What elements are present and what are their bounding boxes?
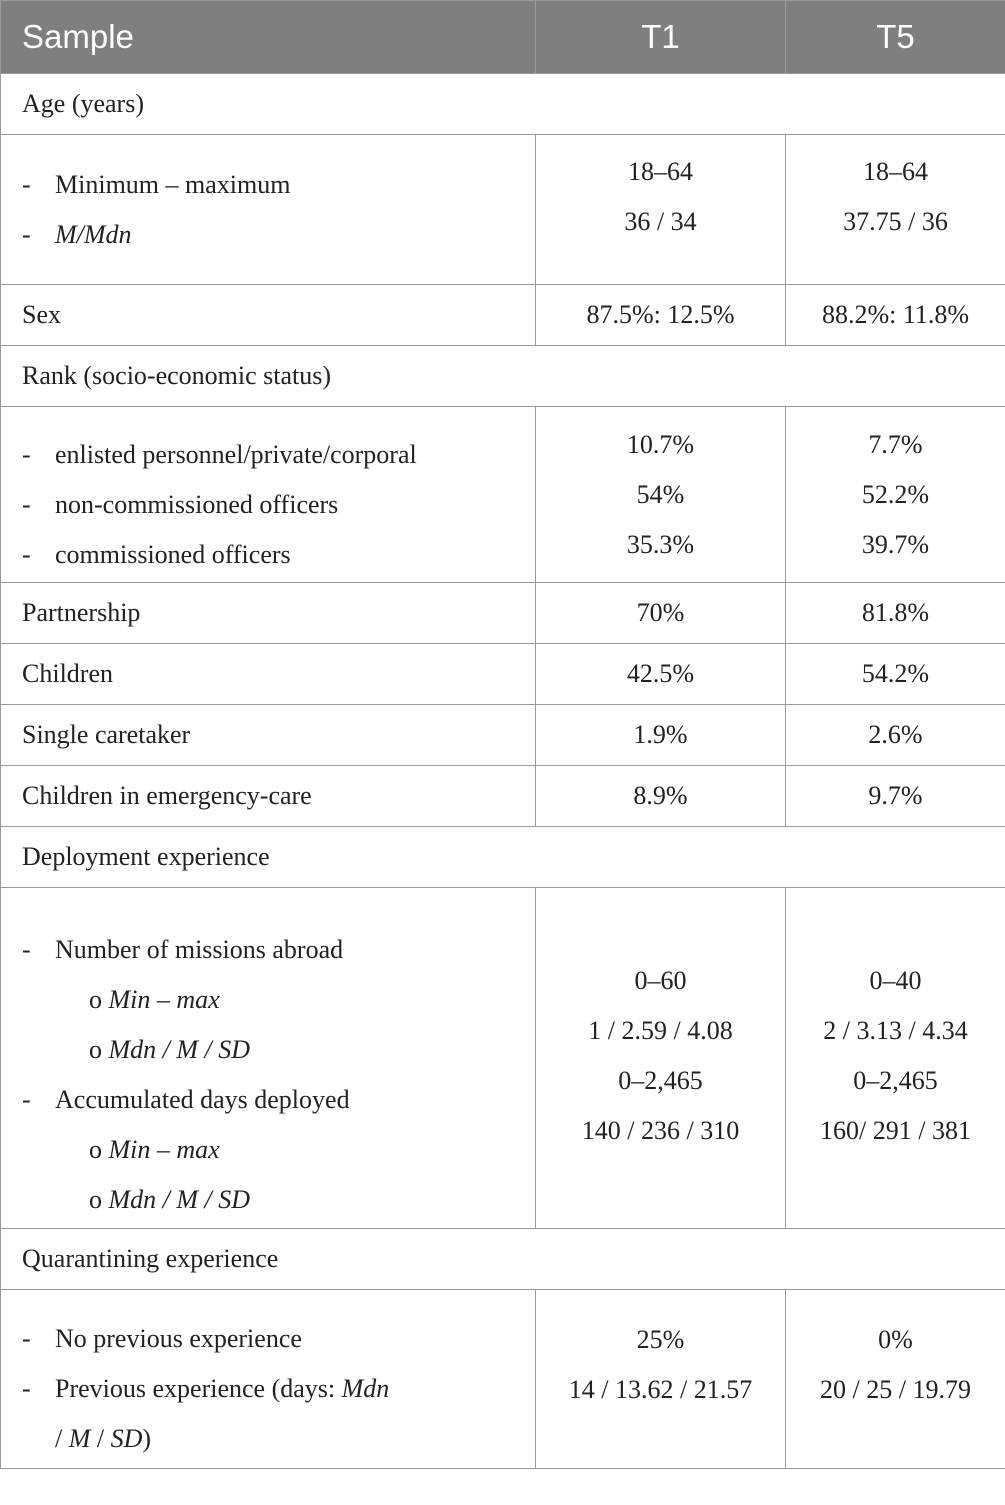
- age-min-max-label: - Minimum – maximum: [22, 169, 291, 199]
- header-row: [1, 1, 1005, 74]
- section-label-quarantine: Quarantining experience: [1, 1229, 1005, 1290]
- deployment-t5-values: 0–40 2 / 3.13 / 4.34 0–2,465 160/ 291 / 381: [786, 888, 1005, 1229]
- table-row-age-details: [1, 135, 1005, 285]
- emergency-care-t5: 9.7%: [786, 766, 1005, 827]
- header-t5: T5: [786, 1, 1005, 74]
- sex-t1: 87.5%: 12.5%: [536, 285, 786, 346]
- table-row-children: [1, 644, 1005, 705]
- days-stats-label: o Mdn / M / SD: [89, 1185, 251, 1214]
- rank-enlisted-label: - enlisted personnel/private/corporal: [22, 440, 417, 469]
- rank-detail-labels: [1, 407, 536, 583]
- age-detail-labels: [1, 135, 536, 285]
- partnership-t5: 81.8%: [786, 583, 1005, 644]
- rank-officers-label: - commissioned officers: [22, 540, 291, 569]
- previous-experience-label-cont: / M / SD): [55, 1424, 152, 1453]
- header-sample: Sample: [1, 1, 536, 74]
- table-row-partnership: [1, 583, 1005, 644]
- quarantine-detail-labels: [1, 1290, 536, 1469]
- age-mean-median-label: - M/Mdn: [22, 219, 132, 249]
- no-previous-experience-label: - No previous experience: [22, 1324, 302, 1353]
- children-t1: 42.5%: [536, 644, 786, 705]
- section-label-deployment: Deployment experience: [1, 827, 1005, 888]
- header-t1: T1: [536, 1, 786, 74]
- sex-label: Sex: [1, 285, 536, 346]
- table-row-rank-details: [1, 407, 1005, 583]
- table-row-emergency-care: [1, 766, 1005, 827]
- rank-t1-values: 10.7% 54% 35.3%: [536, 407, 786, 583]
- section-row-quarantine: [1, 1229, 1005, 1290]
- single-caretaker-t1: 1.9%: [536, 705, 786, 766]
- quarantine-t5-values: 0% 20 / 25 / 19.79: [786, 1290, 1005, 1469]
- single-caretaker-t5: 2.6%: [786, 705, 1005, 766]
- quarantine-t1-values: 25% 14 / 13.62 / 21.57: [536, 1290, 786, 1469]
- age-t5-values: 18–64 37.75 / 36: [786, 135, 1005, 285]
- single-caretaker-label: Single caretaker: [1, 705, 536, 766]
- missions-stats-label: o Mdn / M / SD: [89, 1035, 251, 1064]
- section-label-age: Age (years): [1, 74, 1005, 135]
- emergency-care-t1: 8.9%: [536, 766, 786, 827]
- table-row-deployment-details: [1, 888, 1005, 1229]
- table-row-sex: [1, 285, 1005, 346]
- section-row-deployment: [1, 827, 1005, 888]
- sex-t5: 88.2%: 11.8%: [786, 285, 1005, 346]
- missions-abroad-label: - Number of missions abroad: [22, 935, 344, 964]
- deployment-detail-labels: [1, 888, 536, 1229]
- section-label-rank: Rank (socio-economic status): [1, 346, 1005, 407]
- days-deployed-label: - Accumulated days deployed: [22, 1085, 350, 1114]
- deployment-t1-values: 0–60 1 / 2.59 / 4.08 0–2,465 140 / 236 / 310: [536, 888, 786, 1229]
- children-label: Children: [1, 644, 536, 705]
- children-t5: 54.2%: [786, 644, 1005, 705]
- section-row-age: [1, 74, 1005, 135]
- missions-range-label: o Min – max: [89, 985, 220, 1014]
- partnership-t1: 70%: [536, 583, 786, 644]
- partnership-label: Partnership: [1, 583, 536, 644]
- emergency-care-label: Children in emergency-care: [1, 766, 536, 827]
- section-row-rank: [1, 346, 1005, 407]
- previous-experience-label: - Previous experience (days: Mdn: [22, 1374, 390, 1403]
- age-t1-values: 18–64 36 / 34: [536, 135, 786, 285]
- table-row-quarantine-details: [1, 1290, 1005, 1469]
- rank-nco-label: - non-commissioned officers: [22, 490, 339, 519]
- table-row-single-caretaker: [1, 705, 1005, 766]
- rank-t5-values: 7.7% 52.2% 39.7%: [786, 407, 1005, 583]
- days-range-label: o Min – max: [89, 1135, 220, 1164]
